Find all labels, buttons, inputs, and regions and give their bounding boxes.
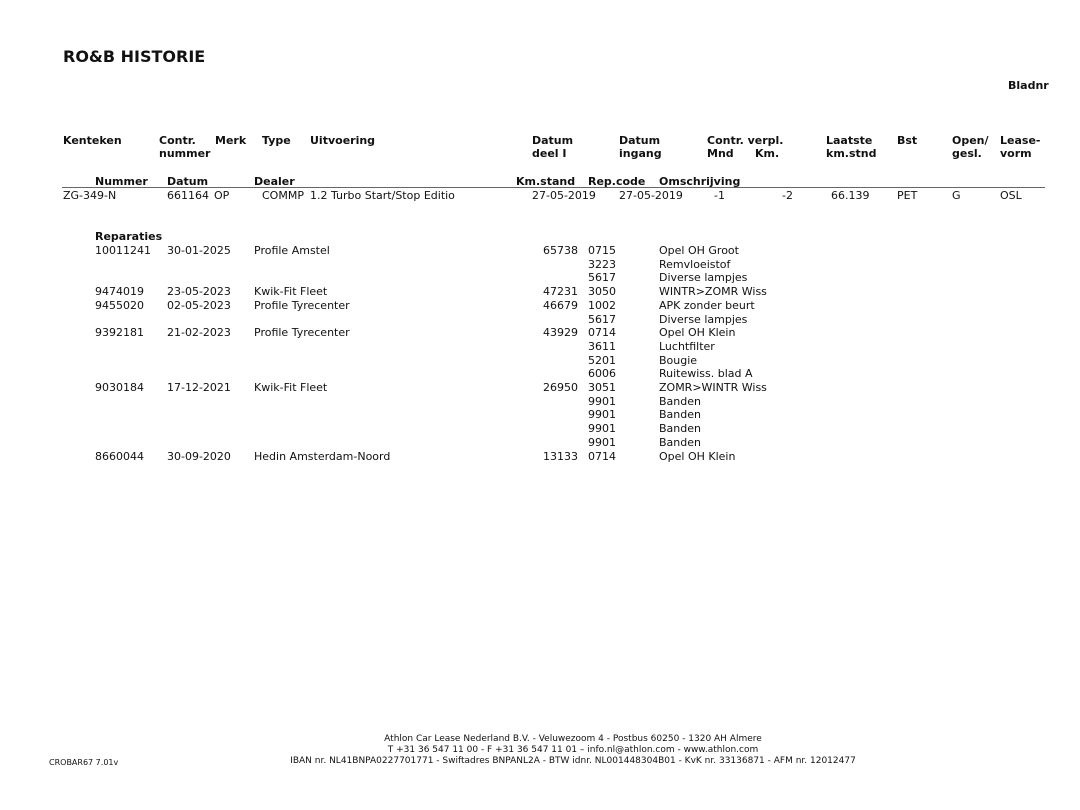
vehicle-datum-ingang: 27-05-2019: [619, 189, 683, 202]
vehicle-merk: OP: [214, 189, 230, 202]
repair-code: 9901: [588, 408, 616, 422]
repair-dealer: Hedin Amsterdam-Noord: [254, 449, 391, 463]
repair-code: 3050: [588, 285, 616, 299]
subheader-kmstand: Km.stand: [516, 175, 576, 188]
page-title: RO&B HISTORIE: [63, 47, 206, 66]
footer-contact: T +31 36 547 11 00 - F +31 36 547 11 01 – info.nl@athlon.com - www.athlon.com: [387, 745, 759, 755]
repair-code: 9901: [588, 422, 616, 436]
repair-code: 0715: [588, 244, 616, 257]
repair-omschrijving: Banden: [659, 394, 701, 408]
repair-dealer: Profile Tyrecenter: [254, 326, 350, 340]
footer-bank: IBAN nr. NL41BNPA0227701771 - Swiftadres BNPANL2A - BTW idnr. NL001448304B01 - KvK nr. 33136871 - AFM nr. 12012477: [290, 756, 856, 766]
subheader-nummer: Nummer: [95, 175, 148, 188]
page-number-label: Bladnr: [1008, 79, 1049, 92]
header-divider: [62, 187, 1045, 188]
header-ingang: ingang: [619, 147, 662, 160]
repair-omschrijving: WINTR>ZOMR Wiss: [659, 285, 767, 299]
repair-code: 3051: [588, 381, 616, 394]
repair-omschrijving: Banden: [659, 435, 701, 449]
repair-omschrijving: Opel OH Klein: [659, 326, 736, 340]
repair-km: 26950: [543, 381, 578, 394]
repair-code: 1002: [588, 298, 616, 312]
repair-omschrijving: APK zonder beurt: [659, 298, 755, 312]
header-vorm: vorm: [1000, 147, 1032, 160]
repair-code: 6006: [588, 367, 616, 381]
reparaties-heading: Reparaties: [95, 230, 163, 243]
repair-km: 65738: [543, 244, 578, 257]
header-type: Type: [262, 134, 291, 147]
header-merk: Merk: [215, 134, 247, 147]
repair-km: 13133: [543, 449, 578, 463]
repair-dealer: Kwik-Fit Fleet: [254, 285, 328, 299]
repair-omschrijving: Ruitewiss. blad A: [659, 367, 753, 381]
repair-code: 3611: [588, 339, 616, 353]
repair-omschrijving: Diverse lampjes: [659, 312, 748, 326]
header-nummer: nummer: [159, 147, 211, 160]
header-contr: Contr.: [159, 134, 196, 147]
repair-datum: 30-09-2020: [167, 449, 231, 463]
vehicle-uitvoering: 1.2 Turbo Start/Stop Editio: [310, 189, 455, 202]
repair-code: 0714: [588, 326, 616, 340]
repair-code: 5201: [588, 353, 616, 367]
header-kenteken: Kenteken: [63, 134, 122, 147]
repair-omschrijving: Banden: [659, 408, 701, 422]
header-open: Open/: [952, 134, 989, 147]
repair-code: 9901: [588, 435, 616, 449]
vehicle-open-gesl: G: [952, 189, 961, 202]
repair-omschrijving: Banden: [659, 422, 701, 436]
repair-omschrijving: ZOMR>WINTR Wiss: [659, 381, 767, 394]
header-kmstnd: km.stnd: [826, 147, 877, 160]
header-km: Km.: [755, 147, 780, 160]
vehicle-laatste-km: 66.139: [831, 189, 870, 202]
header-lease: Lease-: [1000, 134, 1041, 147]
vehicle-bst: PET: [897, 189, 918, 202]
repair-datum: 17-12-2021: [167, 381, 231, 394]
repair-nummer: 9455020: [95, 298, 144, 312]
vehicle-datum-deel: 27-05-2019: [532, 189, 596, 202]
repair-datum: 21-02-2023: [167, 326, 231, 340]
header-bst: Bst: [897, 134, 918, 147]
repair-dealer: Profile Amstel: [254, 244, 330, 257]
subheader-dealer: Dealer: [254, 175, 295, 188]
vehicle-type: COMMP: [262, 189, 304, 202]
header-datum-ingang: Datum: [619, 134, 661, 147]
repair-omschrijving: Luchtfilter: [659, 339, 715, 353]
vehicle-km: -2: [782, 189, 793, 202]
vehicle-mnd: -1: [714, 189, 725, 202]
repair-omschrijving: Remvloeistof: [659, 257, 731, 271]
repair-nummer: 9392181: [95, 326, 144, 340]
repair-code: 5617: [588, 312, 616, 326]
header-uitvoering: Uitvoering: [310, 134, 376, 147]
repair-datum: 23-05-2023: [167, 285, 231, 299]
repair-nummer: 10011241: [95, 244, 151, 257]
header-mnd: Mnd: [707, 147, 734, 160]
repair-omschrijving: Bougie: [659, 353, 698, 367]
repair-km: 43929: [543, 326, 578, 340]
subheader-omschrijving: Omschrijving: [659, 175, 741, 188]
repair-code: 5617: [588, 271, 616, 285]
repair-nummer: 9474019: [95, 285, 144, 299]
repair-km: 46679: [543, 298, 578, 312]
footer-version: CROBAR67 7.01v: [49, 758, 119, 767]
repair-km: 47231: [543, 285, 578, 299]
repair-datum: 02-05-2023: [167, 298, 231, 312]
header-gesl: gesl.: [952, 147, 982, 160]
vehicle-leasevorm: OSL: [1000, 189, 1022, 202]
subheader-datum: Datum: [167, 175, 209, 188]
repair-nummer: 9030184: [95, 381, 144, 394]
repair-code: 9901: [588, 394, 616, 408]
repair-nummer: 8660044: [95, 449, 144, 463]
header-deel: deel I: [532, 147, 567, 160]
subheader-repcode: Rep.code: [588, 175, 646, 188]
repair-omschrijving: Opel OH Klein: [659, 449, 736, 463]
repair-code: 3223: [588, 257, 616, 271]
vehicle-contract: 661164: [167, 189, 209, 202]
repair-datum: 30-01-2025: [167, 244, 231, 257]
repair-omschrijving: Opel OH Groot: [659, 244, 739, 257]
repair-omschrijving: Diverse lampjes: [659, 271, 748, 285]
repair-dealer: Profile Tyrecenter: [254, 298, 350, 312]
repair-code: 0714: [588, 449, 616, 463]
header-laatste: Laatste: [826, 134, 873, 147]
repair-dealer: Kwik-Fit Fleet: [254, 381, 328, 394]
header-contr-verpl: Contr. verpl.: [707, 134, 784, 147]
header-datum-deel: Datum: [532, 134, 574, 147]
vehicle-kenteken: ZG-349-N: [63, 189, 117, 202]
footer-address: Athlon Car Lease Nederland B.V. - Veluwezoom 4 - Postbus 60250 - 1320 AH Almere: [384, 734, 762, 744]
